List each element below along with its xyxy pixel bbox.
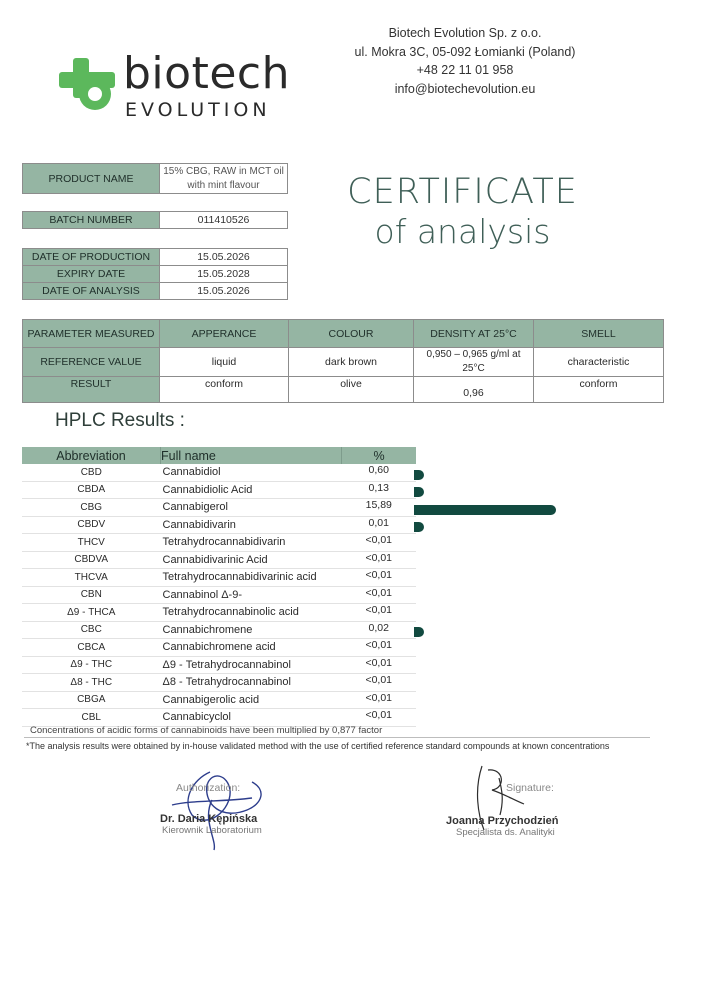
hplc-percent: <0,01 (342, 639, 417, 657)
hplc-row (22, 639, 416, 657)
hplc-percent: <0,01 (342, 656, 417, 674)
hplc-row (22, 481, 416, 499)
result-density: 0,96 (414, 377, 534, 403)
param-header-smell: SMELL (534, 320, 664, 348)
product-name-table (22, 163, 288, 194)
hplc-abbr: CBG (22, 499, 161, 517)
right-signature-role: Specjalista ds. Analityki (456, 827, 555, 838)
hplc-percent: 0,01 (342, 516, 417, 534)
param-header-colour: COLOUR (289, 320, 414, 348)
product-name-line-2: with mint flavour (187, 179, 260, 191)
hplc-row (22, 621, 416, 639)
hplc-bar (414, 505, 556, 515)
hplc-full-name: Δ8 - Tetrahydrocannabinol (161, 674, 342, 692)
hplc-row (22, 534, 416, 552)
hplc-full-name: Cannabinol Δ-9- (161, 586, 342, 604)
hplc-percent: 0,60 (342, 464, 417, 481)
dates-table (22, 248, 288, 300)
title-line-2: of analysis (374, 212, 551, 251)
left-signature-role: Kierownik Laboratorium (162, 825, 262, 836)
hplc-full-name: Cannabichromene acid (161, 639, 342, 657)
hplc-bar (414, 487, 424, 497)
analysis-date-label: DATE OF ANALYSIS (23, 283, 160, 300)
hplc-abbr: CBL (22, 709, 161, 727)
company-phone: +48 22 11 01 958 (416, 63, 514, 77)
result-appearance: conform (160, 377, 289, 403)
hplc-full-name: Cannabidivarin (161, 516, 342, 534)
reference-density-line-1: 0,950 – 0,965 g/ml at (426, 349, 521, 360)
hplc-full-name: Cannabidivarinic Acid (161, 551, 342, 569)
hplc-percent: <0,01 (342, 534, 417, 552)
product-name-value (160, 164, 288, 194)
hplc-percent: 0,13 (342, 481, 417, 499)
hplc-abbr: CBC (22, 621, 161, 639)
param-header-appearance: APPERANCE (160, 320, 289, 348)
hplc-bar (414, 627, 424, 637)
hplc-abbr: Δ9 - THCA (22, 604, 161, 622)
hplc-row (22, 656, 416, 674)
analysis-date-value: 15.05.2026 (160, 283, 288, 300)
hplc-full-name: Cannabicyclol (161, 709, 342, 727)
left-signature-scribble (152, 760, 302, 855)
result-label: RESULT (23, 377, 160, 403)
hplc-abbr: CBCA (22, 639, 161, 657)
hplc-abbr: THCV (22, 534, 161, 552)
hplc-abbr: CBN (22, 586, 161, 604)
hplc-abbr: Δ9 - THC (22, 656, 161, 674)
hplc-row (22, 516, 416, 534)
hplc-abbr: CBDA (22, 481, 161, 499)
right-signature-block (444, 760, 584, 840)
company-info (330, 24, 600, 98)
parameters-table (22, 319, 664, 403)
company-email: info@biotechevolution.eu (394, 81, 536, 96)
hplc-abbr: CBGA (22, 691, 161, 709)
hplc-row (22, 499, 416, 517)
batch-label: BATCH NUMBER (23, 212, 160, 229)
hplc-abbr: CBDV (22, 516, 161, 534)
hplc-row (22, 551, 416, 569)
hplc-full-name: Cannabidiolic Acid (161, 481, 342, 499)
hplc-full-name: Cannabichromene (161, 621, 342, 639)
product-name-line-1: 15% CBG, RAW in MCT oil (163, 165, 284, 177)
reference-label: REFERENCE VALUE (23, 348, 160, 377)
hplc-full-name: Tetrahydrocannabidivarinic acid (161, 569, 342, 587)
hplc-row (22, 674, 416, 692)
hplc-percent: <0,01 (342, 569, 417, 587)
brand-subtitle: EVOLUTION (125, 99, 271, 121)
left-signature-name: Dr. Daria Kępińska (160, 813, 258, 825)
result-colour: olive (289, 377, 414, 403)
hplc-percent: 0,02 (342, 621, 417, 639)
batch-value: 011410526 (160, 212, 288, 229)
hplc-full-name: Cannabigerol (161, 499, 342, 517)
hplc-percent: <0,01 (342, 709, 417, 727)
product-name-label: PRODUCT NAME (23, 164, 160, 194)
hplc-abbr: Δ8 - THC (22, 674, 161, 692)
hplc-percent: 15,89 (342, 499, 417, 517)
result-smell: conform (534, 377, 664, 403)
hplc-full-name: Tetrahydrocannabidivarin (161, 534, 342, 552)
hplc-percent: <0,01 (342, 604, 417, 622)
hplc-full-name: Cannabidiol (161, 464, 342, 481)
title-line-1: CERTIFICATE (347, 172, 578, 212)
hplc-table (22, 447, 416, 727)
hplc-row (22, 709, 416, 727)
hplc-percent: <0,01 (342, 691, 417, 709)
hplc-full-name: Cannabigerolic acid (161, 691, 342, 709)
hplc-full-name: Δ9 - Tetrahydrocannabinol (161, 656, 342, 674)
method-note: *The analysis results were obtained by in-house validated method with the use of certified reference standard compounds at known concentrations (26, 741, 610, 751)
hplc-header-full: Full name (161, 447, 342, 464)
reference-smell: characteristic (534, 348, 664, 377)
brand-cross-icon (55, 54, 119, 118)
hplc-percent: <0,01 (342, 551, 417, 569)
hplc-full-name: Tetrahydrocannabinolic acid (161, 604, 342, 622)
hplc-bar (414, 522, 424, 532)
brand-name: biotech (123, 48, 290, 99)
param-header-parameter: PARAMETER MEASURED (23, 320, 160, 348)
hplc-row (22, 691, 416, 709)
brand-logo (55, 48, 315, 122)
right-signature-label: Signature: (506, 782, 554, 794)
production-date-value: 15.05.2026 (160, 249, 288, 266)
expiry-date-value: 15.05.2028 (160, 266, 288, 283)
param-header-density: DENSITY AT 25°C (414, 320, 534, 348)
hplc-percent: <0,01 (342, 674, 417, 692)
hplc-abbr: CBDVA (22, 551, 161, 569)
hplc-row (22, 464, 416, 481)
reference-appearance: liquid (160, 348, 289, 377)
hplc-row (22, 586, 416, 604)
certificate-title (330, 172, 595, 252)
hplc-row (22, 569, 416, 587)
reference-colour: dark brown (289, 348, 414, 377)
batch-table (22, 211, 288, 229)
acidic-note: Concentrations of acidic forms of cannabinoids have been multiplied by 0,877 factor (30, 725, 383, 736)
hplc-header-abbr: Abbreviation (22, 447, 161, 464)
company-name: Biotech Evolution Sp. z o.o. (388, 26, 542, 40)
hplc-bar (414, 470, 424, 480)
left-signature-label: Authorization: (176, 782, 241, 794)
production-date-label: DATE OF PRODUCTION (23, 249, 160, 266)
note-divider (24, 737, 650, 738)
hplc-abbr: CBD (22, 464, 161, 481)
right-signature-name: Joanna Przychodzień (446, 815, 559, 827)
reference-density (414, 348, 534, 377)
hplc-title: HPLC Results : (55, 410, 185, 431)
expiry-date-label: EXPIRY DATE (23, 266, 160, 283)
left-signature-block (152, 760, 302, 855)
hplc-percent: <0,01 (342, 586, 417, 604)
hplc-header-pct: % (342, 447, 417, 464)
reference-density-line-2: 25°C (462, 363, 485, 374)
company-address: ul. Mokra 3C, 05-092 Łomianki (Poland) (354, 44, 576, 59)
hplc-row (22, 604, 416, 622)
hplc-abbr: THCVA (22, 569, 161, 587)
